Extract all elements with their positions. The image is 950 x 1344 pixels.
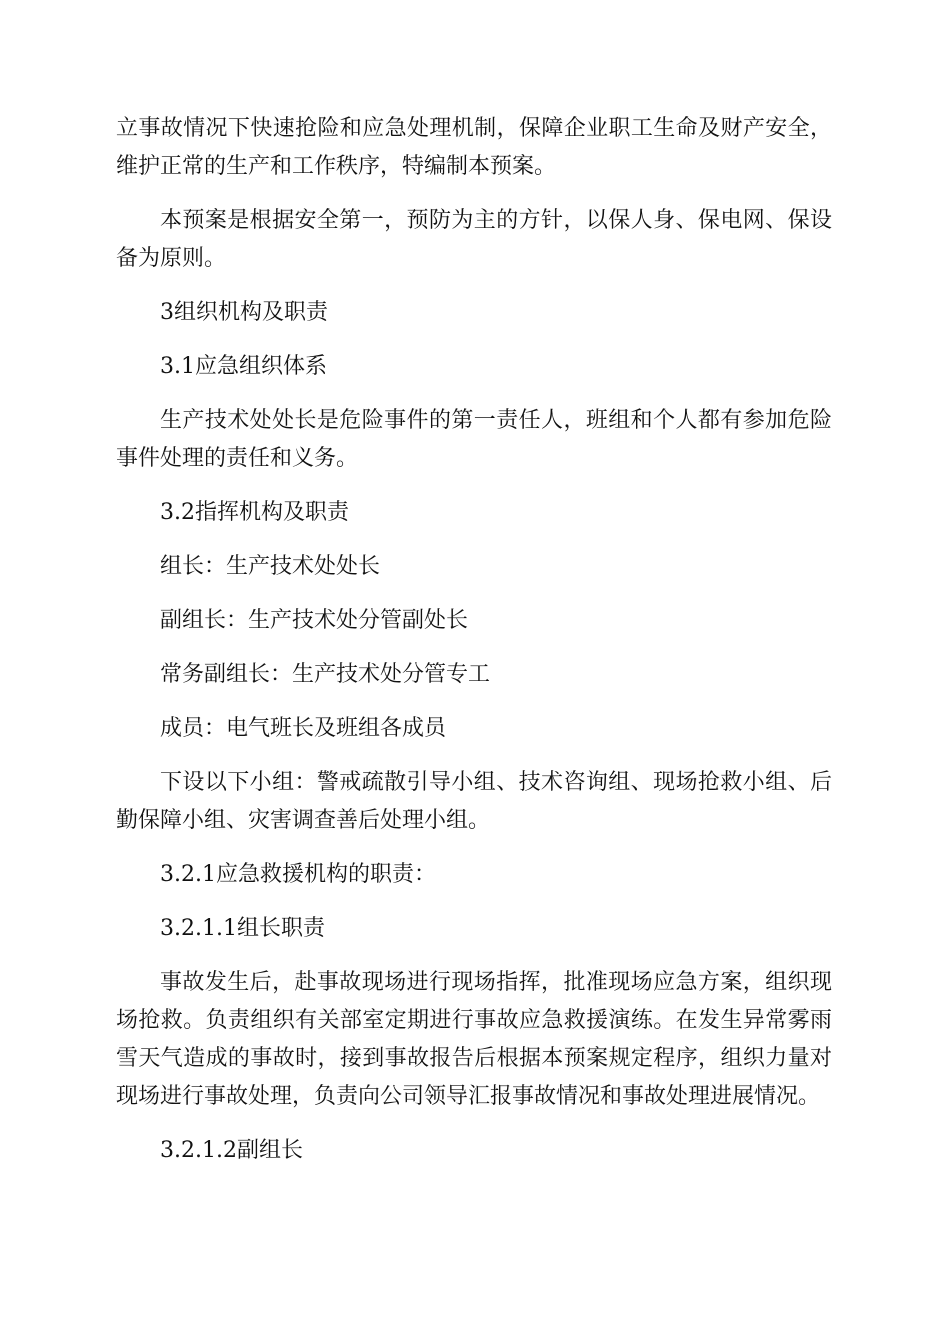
heading-section-3-2-1-2: 3.2.1.2副组长: [160, 1138, 303, 1163]
item-members: 成员：电气班长及班组各成员: [160, 716, 447, 741]
heading-section-3-2: 3.2指挥机构及职责: [160, 500, 349, 525]
item-deputy-leader: 副组长：生产技术处分管副处长: [160, 608, 469, 633]
document-body: [116, 110, 832, 1186]
heading-section-3: 3组织机构及职责: [160, 300, 328, 325]
item-executive-deputy-leader: 常务副组长：生产技术处分管专工: [160, 662, 491, 687]
paragraph-leader-duties: 事故发生后，赴事故现场进行现场指挥，批准现场应急方案，组织现场抢救。负责组织有关部室定期进行事故应急救援演练。在发生异常雾雨雪天气造成的事故时，接到事故报告后根据本预案规定程序，组织力量对现场进行事故处理，负责向公司领导汇报事故情况和事故处理进展情况。: [116, 970, 832, 1109]
heading-section-3-1: 3.1应急组织体系: [160, 354, 327, 379]
heading-section-3-2-1-1: 3.2.1.1组长职责: [160, 916, 325, 941]
heading-section-3-2-1: 3.2.1应急救援机构的职责：: [160, 862, 436, 887]
paragraph-intro-continuation: 立事故情况下快速抢险和应急处理机制，保障企业职工生命及财产安全，维护正常的生产和工作秩序，特编制本预案。: [116, 116, 832, 179]
paragraph-subgroups: 下设以下小组：警戒疏散引导小组、技术咨询组、现场抢救小组、后勤保障小组、灾害调查善后处理小组。: [116, 770, 832, 833]
paragraph-responsibility: 生产技术处处长是危险事件的第一责任人，班组和个人都有参加危险事件处理的责任和义务。: [116, 408, 832, 471]
item-leader: 组长：生产技术处处长: [160, 554, 381, 579]
paragraph-principle: 本预案是根据安全第一，预防为主的方针，以保人身、保电网、保设备为原则。: [116, 208, 832, 271]
